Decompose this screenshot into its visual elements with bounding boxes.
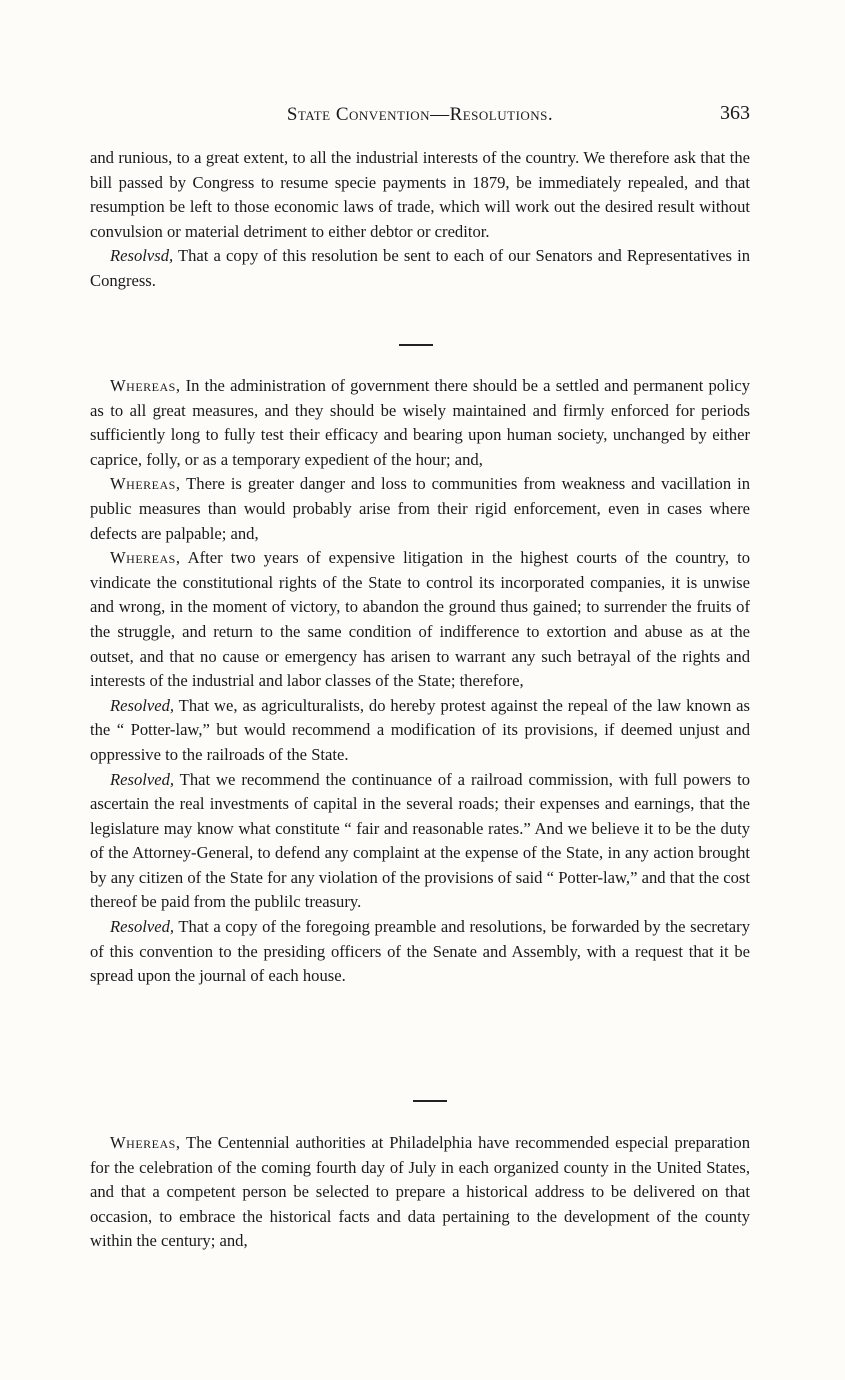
section-specie-resolution xyxy=(90,146,750,294)
paragraph-lead: Resolvsd, xyxy=(110,246,174,266)
paragraph-lead: Whereas, xyxy=(110,376,181,395)
paragraph-text: That a copy of the foregoing preamble and resolutions, be forwarded by the secretary of this convention to the presiding officers of the Senate and Assembly, with a request that it be spread upon the journal of each house. xyxy=(90,917,750,986)
paragraph-text: There is greater danger and loss to communities from weakness and vacillation in public measures than would probably arise from their rigid enforcement, even in cases where defects are palpable; and, xyxy=(90,474,750,543)
paragraph-lead: Resolved, xyxy=(110,917,175,937)
paragraph-text: That we recommend the continuance of a railroad commission, with full powers to ascertain the real investments of capital in the several roads; their expenses and earnings, that the legislature may know what constitute “ fair and reasonable rates.” And we believe it to be the duty of the Attorney-General, to defend any complaint at the expense of the State, in any action brought by any citizen of the State for any violation of the provisions of said “ Potter-law,” and that the cost thereof be paid from the publilc treasury. xyxy=(90,769,750,912)
section-divider xyxy=(413,1100,447,1102)
paragraph-text: The Centennial authorities at Philadelphia have recommended especial preparation for the celebration of the coming fourth day of July in each organized county in the United States, and that a competent person be selected to prepare a historical address to be delivered on that occasion, to embrace the historical facts and data pertaining to the development of the county within the century; and, xyxy=(90,1133,750,1251)
paragraph xyxy=(90,472,750,546)
section-potter-law xyxy=(90,374,750,989)
paragraph-lead: Whereas, xyxy=(110,474,181,494)
page-number: 363 xyxy=(720,102,750,124)
paragraph-lead: Whereas, xyxy=(110,1133,181,1152)
running-header xyxy=(90,104,750,134)
paragraph-text: That we, as agriculturalists, do hereby protest against the repeal of the law known as the “ Potter-law,” but would recommend a modification of its provisions, if deemed unjust and oppressive to the railroads of the State. xyxy=(90,695,750,764)
running-title: State Convention—Resolutions. xyxy=(286,104,554,125)
paragraph xyxy=(90,915,750,989)
paragraph xyxy=(90,374,750,472)
section-centennial xyxy=(90,1131,750,1254)
paragraph-lead: Whereas, xyxy=(110,548,181,568)
paragraph-text: In the administration of government there should be a settled and permanent policy as to all great measures, and they should be wisely maintained and firmly enforced for periods sufficiently long to fully test their efficacy and bearing upon human society, unchanged by either caprice, folly, or as a temporary expedient of the hour; and, xyxy=(90,376,750,469)
section-divider xyxy=(399,344,433,346)
paragraph-lead: Resolved, xyxy=(110,769,175,789)
paragraph-text: That a copy of this resolution be sent to each of our Senators and Representatives in Congress. xyxy=(90,246,750,290)
paragraph xyxy=(90,694,750,768)
paragraph xyxy=(90,768,750,916)
paragraph-text: After two years of expensive litigation in the highest courts of the country, to vindicate the constitutional rights of the State to control its incorporated companies, it is unwise and wrong, in the moment of victory, to abandon the ground thus gained; to surrender the fruits of the struggle, and return to the same condition of indifference to extortion and abuse as at the outset, and that no cause or emergency has arisen to warrant any such betrayal of the rights and interests of the industrial and labor classes of the State; therefore, xyxy=(90,548,750,691)
paragraph xyxy=(90,1131,750,1254)
paragraph-lead: Resolved, xyxy=(110,695,175,715)
paragraph xyxy=(90,244,750,293)
paragraph: and runious, to a great extent, to all the industrial interests of the country. We therefore ask that the bill passed by Congress to resume specie payments in 1879, be immediately repealed, and that resumption be left to those economic laws of trade, which will work out the desired result without convulsion or material detriment to either debtor or creditor. xyxy=(90,148,750,241)
paragraph xyxy=(90,546,750,694)
